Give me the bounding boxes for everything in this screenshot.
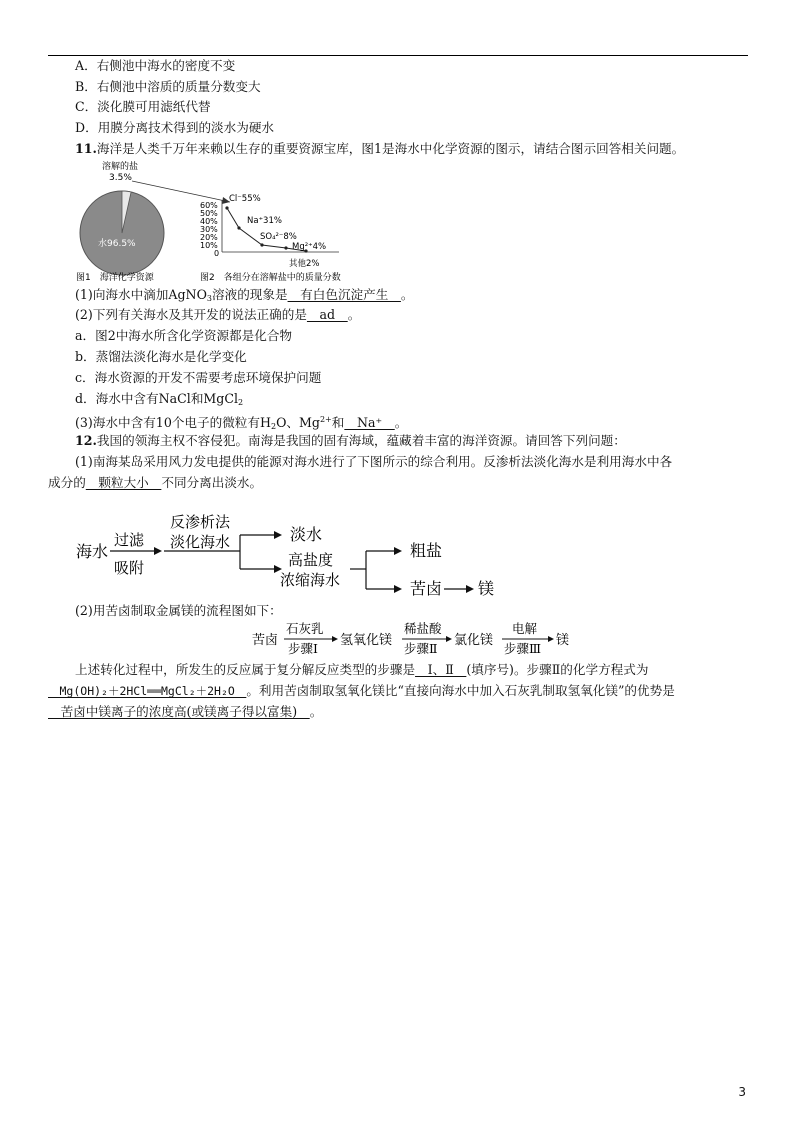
pie-salt-label: 溶解的盐 <box>102 162 139 172</box>
flow2-arrow1-head <box>332 636 338 642</box>
q11-p3-pre: (3)海水中含有10个电子的微粒有H <box>75 415 271 430</box>
q11-p3-sub: 2 <box>270 422 277 431</box>
q11-part2 <box>75 306 360 324</box>
flow-fresh-water: 淡水 <box>290 525 323 544</box>
magnesium-flow-diagram <box>250 620 580 660</box>
figure-2-caption: 图2 各组分在溶解盐中的质量分数 <box>200 273 341 283</box>
flow-magnesium: 镁 <box>478 579 495 598</box>
option-b: B．右侧池中溶质的质量分数变大 <box>75 79 261 94</box>
q11-figure <box>74 160 384 285</box>
flow-desalinate: 淡化海水 <box>170 533 231 551</box>
option-d: D．用膜分离技术得到的淡水为硬水 <box>75 120 275 135</box>
flow-brine: 苦卤 <box>410 579 443 598</box>
point-so4 <box>260 243 263 246</box>
pie-salt-percent: 3.5% <box>109 173 132 183</box>
y-tick-20: 20% <box>200 233 218 242</box>
flow-branch-top-head <box>274 531 282 539</box>
flow2-arrow3-head <box>548 636 554 642</box>
q12-number: 12. <box>75 433 97 448</box>
q11-opt-a: a．图2中海水所含化学资源都是化合物 <box>75 328 293 343</box>
header-rule <box>48 55 748 56</box>
q12-stem-text: 我国的领海主权不容侵犯。南海是我国的固有海域，蕴藏着丰富的海洋资源。请回答下列问题： <box>96 433 626 448</box>
flow-crude-salt: 粗盐 <box>410 541 443 560</box>
seawater-flow-diagram <box>70 505 510 605</box>
label-na: Na⁺31% <box>247 216 282 226</box>
q12-part2-answer-line1 <box>75 661 648 679</box>
flow-salt-bottom-head <box>394 585 402 593</box>
q11-opt-b: b．蒸馏法淡化海水是化学变化 <box>75 349 247 364</box>
q11-p1-mid: 溶液的现象是 <box>212 287 288 302</box>
y-tick-10: 10% <box>200 241 218 250</box>
q11-stem-text: 海洋是人类千万年来赖以生存的重要资源宝库，图1是海水中化学资源的图示，请结合图示回答相关问题。 <box>96 141 685 156</box>
flow-filter-label: 过滤 <box>114 531 145 549</box>
q11-p1-answer: 有白色沉淀产生 <box>287 287 401 302</box>
flow-arrow-main-head <box>154 547 162 555</box>
q12-line-c-end: 。 <box>309 704 323 719</box>
q11-opt-d <box>75 390 243 412</box>
q12-part2: (2)用苦卤制取金属镁的流程图如下： <box>75 603 282 618</box>
q12-line-a-pre: 上述转化过程中，所发生的反应属于复分解反应类型的步骤是 <box>75 662 416 677</box>
q11-p1-sub: 3 <box>206 294 212 303</box>
label-cl: Cl⁻55% <box>229 194 261 204</box>
q11-p2-end: 。 <box>347 307 361 322</box>
pie-water-label: 水96.5% <box>98 239 136 249</box>
flow2-arrow2-head <box>446 636 452 642</box>
point-cl <box>225 206 228 209</box>
flow2-brine: 苦卤 <box>252 633 279 648</box>
flow-brine-arrow-head <box>466 585 474 593</box>
q11-opt-c: c．海水资源的开发不需要考虑环境保护问题 <box>75 370 322 385</box>
q11-p1-pre: (1)向海水中滴加AgNO <box>75 287 207 302</box>
q11-p2-pre: (2)下列有关海水及其开发的说法正确的是 <box>75 307 307 322</box>
label-so4: SO₄²⁻8% <box>260 232 297 242</box>
q12-line-b-post: 。利用苦卤制取氢氧化镁比“直接向海水中加入石灰乳制取氢氧化镁”的优势是 <box>246 683 675 698</box>
q11-number: 11. <box>75 141 97 156</box>
flow2-dilute-hcl: 稀盐酸 <box>404 621 442 636</box>
flow-adsorb-label: 吸附 <box>114 559 145 577</box>
option-c: C．淡化膜可用滤纸代替 <box>75 99 211 114</box>
flow-salt-top-head <box>394 547 402 555</box>
q12-step-answer: Ⅰ、Ⅱ <box>415 662 467 677</box>
q11-p3-answer: Na⁺ <box>344 415 395 430</box>
q12-p1-pre: 成分的 <box>48 475 86 490</box>
option-a: A．右侧池中海水的密度不变 <box>75 58 236 73</box>
flow-seawater: 海水 <box>76 542 109 561</box>
y-tick-40: 40% <box>200 217 218 226</box>
q12-p1-end: 不同分离出淡水。 <box>161 475 263 490</box>
q11-part1 <box>75 286 414 308</box>
q12-p1-answer: 颗粒大小 <box>85 475 162 490</box>
flow-reverse-osmosis: 反渗析法 <box>170 513 231 531</box>
q12-line-a-post: (填序号)。步骤Ⅱ的化学方程式为 <box>466 662 649 677</box>
q12-stem <box>75 432 626 450</box>
q12-advantage-answer: 苦卤中镁离子的浓度高(或镁离子得以富集) <box>48 704 310 719</box>
label-mg: Mg²⁺4% <box>292 242 327 252</box>
flow2-step2: 步骤Ⅱ <box>404 641 438 656</box>
q11-p1-end: 。 <box>400 287 414 302</box>
point-mg <box>284 246 287 249</box>
q12-equation-answer: Mg(OH)₂＋2HCl══MgCl₂＋2H₂O <box>48 684 247 698</box>
q12-part2-answer-line2 <box>48 682 675 700</box>
q11-p3-end: 。 <box>394 415 408 430</box>
q11-opt-d-sub: 2 <box>238 398 244 407</box>
q11-p3-and: 和 <box>331 415 345 430</box>
q12-part2-answer-line3 <box>48 703 322 721</box>
figure-1-caption: 图1 海洋化学资源 <box>76 273 154 283</box>
point-na <box>237 226 240 229</box>
flow2-step3: 步骤Ⅲ <box>504 641 542 656</box>
q12-p1-line1: (1)南海某岛采用风力发电提供的能源对海水进行了下图所示的综合利用。反渗析法淡化海水是利用海水中各 <box>75 454 673 469</box>
y-tick-0: 0 <box>214 249 220 258</box>
y-tick-60: 60% <box>200 201 218 210</box>
flow2-electrolysis: 电解 <box>512 621 538 636</box>
y-tick-30: 30% <box>200 225 218 234</box>
flow2-magnesium: 镁 <box>556 633 570 648</box>
q11-p3-mid: O、Mg <box>276 415 320 430</box>
page-number: 3 <box>738 1085 746 1099</box>
flow2-mg-chloride: 氯化镁 <box>454 633 494 648</box>
flow2-lime-milk: 石灰乳 <box>286 621 324 636</box>
label-other: 其他2% <box>289 259 320 269</box>
q12-p1-line2 <box>48 474 262 492</box>
q11-p2-answer: ad <box>306 307 348 322</box>
y-tick-50: 50% <box>200 209 218 218</box>
flow-high-salinity: 高盐度 <box>288 551 334 569</box>
q11-opt-d-text: d．海水中含有NaCl和MgCl <box>75 391 239 406</box>
q11-stem <box>75 140 684 158</box>
flow-concentrated: 浓缩海水 <box>280 571 341 589</box>
flow2-mg-hydroxide: 氢氧化镁 <box>340 633 393 648</box>
q11-p3-sup: 2+ <box>319 415 332 424</box>
flow2-step1: 步骤Ⅰ <box>288 641 318 656</box>
